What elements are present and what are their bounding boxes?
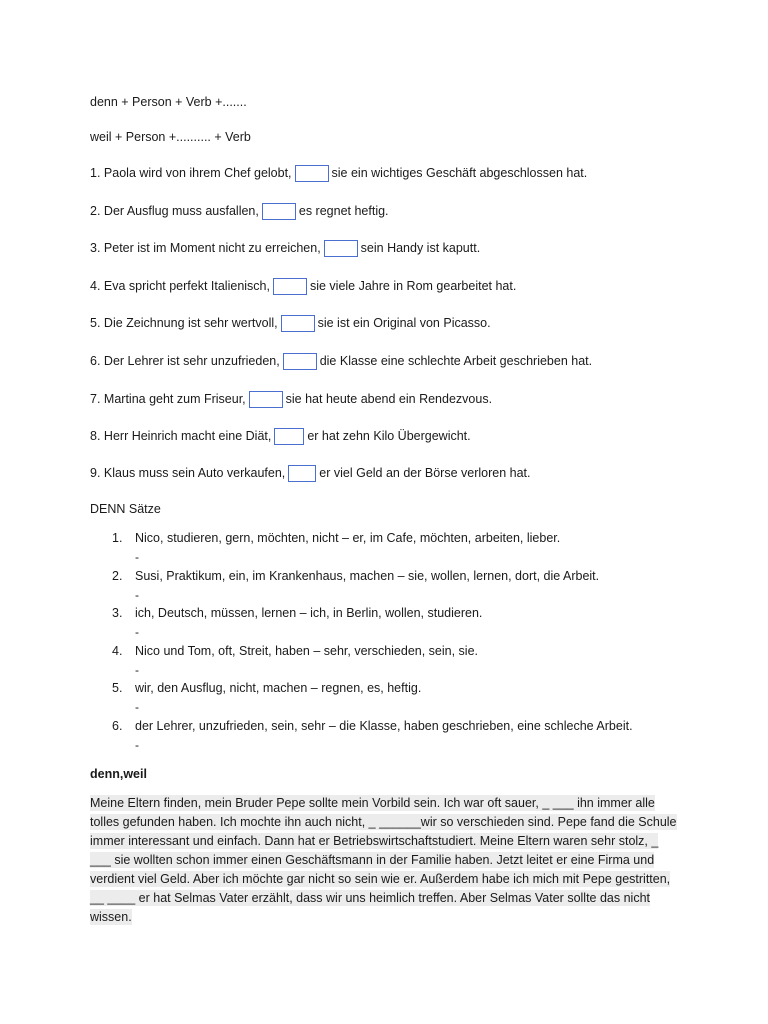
item-text-before: Der Ausflug muss ausfallen,	[103, 204, 259, 218]
list-item	[112, 717, 633, 735]
item-number: 4.	[90, 279, 101, 293]
list-number: 1.	[112, 531, 123, 545]
item-text-before: Eva spricht perfekt Italienisch,	[103, 279, 270, 293]
exercise-item	[90, 390, 492, 408]
list-text: wir, den Ausflug, nicht, machen – regnen, es, heftig.	[135, 681, 422, 695]
list-text: Nico und Tom, oft, Streit, haben – sehr, verschieden, sein, sie.	[135, 644, 479, 658]
item-text-before: Herr Heinrich macht eine Diät,	[103, 429, 272, 443]
item-number: 7.	[90, 392, 101, 406]
item-text-after: sie viele Jahre in Rom gearbeitet hat.	[309, 279, 517, 293]
item-number: 5.	[90, 316, 101, 330]
item-text-after: er hat zehn Kilo Übergewicht.	[307, 429, 471, 443]
answer-dash: -	[135, 738, 139, 752]
exercise-item	[90, 427, 471, 445]
list-item	[112, 604, 482, 622]
answer-blank[interactable]	[249, 391, 283, 408]
list-number: 4.	[112, 644, 123, 658]
passage-text: Meine Eltern finden, mein Bruder Pepe sollte mein Vorbild sein. Ich war oft sauer, _ ___ ihn immer alle tolles gefunden haben. Ich mochte ihn auch nicht, _ ______wir so verschieden sind. Pepe fand die Schule immer interessant und einfach. Dann hat er Betriebswirtschaftstudiert. Meine Eltern waren sehr stolz, _ ___ sie wollten schon immer einen Geschäftsmann in der Familie haben. Jetzt leitet er eine Firma und verdient viel Geld. Aber ich möchte gar nicht so sein wie er. Außerdem habe ich mich mit Pepe gestritten, __ ____ er hat Selmas Vater erzählt, dass wir uns heimlich treffen. Aber Selmas Vater sollte das nicht wissen.	[90, 796, 677, 924]
item-text-before: Peter ist im Moment nicht zu erreichen,	[103, 241, 321, 255]
answer-dash: -	[135, 550, 139, 564]
rule-weil: weil + Person +.......... + Verb	[90, 130, 251, 144]
item-number: 3.	[90, 241, 101, 255]
item-number: 1.	[90, 166, 101, 180]
answer-blank[interactable]	[283, 353, 317, 370]
list-number: 2.	[112, 569, 123, 583]
exercise-item	[90, 202, 389, 220]
exercise-item	[90, 277, 516, 295]
item-text-after: es regnet heftig.	[298, 204, 389, 218]
exercise-item	[90, 239, 480, 257]
answer-blank[interactable]	[324, 240, 358, 257]
item-number: 2.	[90, 204, 101, 218]
list-number: 6.	[112, 719, 123, 733]
rule-denn: denn + Person + Verb +.......	[90, 95, 247, 109]
exercise-item	[90, 352, 592, 370]
item-text-before: Der Lehrer ist sehr unzufrieden,	[103, 354, 280, 368]
item-text-before: Paola wird von ihrem Chef gelobt,	[103, 166, 292, 180]
item-text-before: Klaus muss sein Auto verkaufen,	[103, 466, 286, 480]
answer-blank[interactable]	[274, 428, 304, 445]
gap-text-passage	[90, 794, 682, 927]
item-text-after: sie ist ein Original von Picasso.	[317, 316, 491, 330]
item-number: 6.	[90, 354, 101, 368]
list-item	[112, 642, 478, 660]
denn-weil-heading: denn,weil	[90, 767, 147, 781]
list-item	[112, 679, 421, 697]
exercise-item	[90, 164, 587, 182]
item-text-before: Martina geht zum Friseur,	[103, 392, 246, 406]
item-text-after: er viel Geld an der Börse verloren hat.	[319, 466, 531, 480]
list-text: Susi, Praktikum, ein, im Krankenhaus, machen – sie, wollen, lernen, dort, die Arbeit.	[135, 569, 600, 583]
answer-blank[interactable]	[262, 203, 296, 220]
item-text-after: sie ein wichtiges Geschäft abgeschlossen hat.	[331, 166, 588, 180]
item-number: 9.	[90, 466, 101, 480]
list-text: Nico, studieren, gern, möchten, nicht – er, im Cafe, möchten, arbeiten, lieber.	[135, 531, 561, 545]
list-item	[112, 567, 599, 585]
item-text-after: die Klasse eine schlechte Arbeit geschrieben hat.	[319, 354, 593, 368]
list-number: 3.	[112, 606, 123, 620]
item-text-before: Die Zeichnung ist sehr wertvoll,	[103, 316, 278, 330]
list-text: der Lehrer, unzufrieden, sein, sehr – die Klasse, haben geschrieben, eine schleche Arbeit.	[135, 719, 633, 733]
list-number: 5.	[112, 681, 123, 695]
denn-saetze-heading: DENN Sätze	[90, 502, 161, 516]
answer-blank[interactable]	[288, 465, 316, 482]
answer-dash: -	[135, 700, 139, 714]
answer-blank[interactable]	[281, 315, 315, 332]
answer-blank[interactable]	[273, 278, 307, 295]
exercise-item	[90, 314, 491, 332]
item-text-after: sein Handy ist kaputt.	[360, 241, 481, 255]
exercise-item	[90, 464, 531, 482]
list-text: ich, Deutsch, müssen, lernen – ich, in Berlin, wollen, studieren.	[135, 606, 483, 620]
item-text-after: sie hat heute abend ein Rendezvous.	[285, 392, 493, 406]
answer-dash: -	[135, 663, 139, 677]
answer-dash: -	[135, 588, 139, 602]
list-item	[112, 529, 560, 547]
answer-blank[interactable]	[295, 165, 329, 182]
item-number: 8.	[90, 429, 101, 443]
answer-dash: -	[135, 625, 139, 639]
